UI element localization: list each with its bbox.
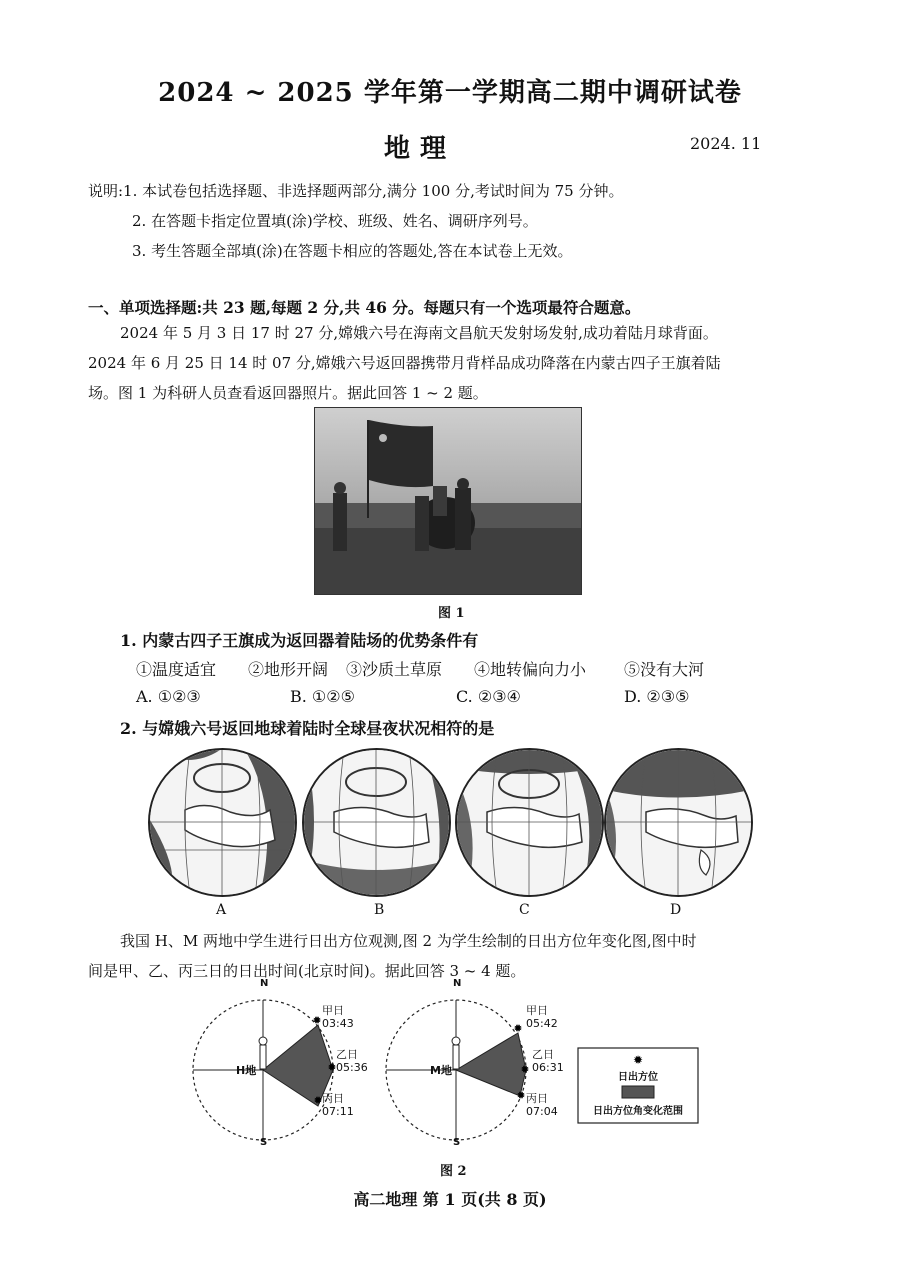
h-sun-1-icon: ✹ [312,1014,322,1027]
passage2-line-1: 我国 H、M 两地中学生进行日出方位观测,图 2 为学生绘制的日出方位年变化图,图中时 [120,932,697,950]
globe-b-label: B [374,902,385,918]
globe-d-label: D [670,902,682,918]
note-2: 2. 在答题卡指定位置填(涂)学校、班级、姓名、调研序列号。 [132,212,538,230]
page-footer: 高二地理 第 1 页(共 8 页) [353,1190,547,1209]
legend-sun-label: 日出方位 [618,1072,658,1083]
globe-b-map [304,750,449,895]
exam-title: 2024 ~ 2025 学年第一学期高二期中调研试卷 [158,78,742,108]
q1-option-a[interactable]: A. ①②③ [136,687,201,706]
subject-title: 地理 [384,134,457,164]
m-day-1-name: 甲日 [526,1004,548,1017]
globe-a-map [150,750,295,895]
photo-illustration [315,408,581,594]
m-diagram [386,1000,530,1140]
figure-1-photo [314,407,582,595]
globe-c-map [457,750,602,895]
h-north-label: N [260,978,269,989]
globe-d[interactable] [604,748,753,897]
globe-b[interactable] [302,748,451,897]
note-1: 说明:1. 本试卷包括选择题、非选择题两部分,满分 100 分,考试时间为 75 分钟。 [88,182,624,200]
m-sun-3-icon: ✹ [516,1089,526,1102]
exam-date: 2024. 11 [690,134,762,153]
m-north-label: N [453,978,462,989]
q1-stem: 1. 内蒙古四子王旗成为返回器着陆场的优势条件有 [120,631,479,650]
passage-line-1: 2024 年 5 月 3 日 17 时 27 分,嫦娥六号在海南文昌航天发射场发射,成功着陆月球背面。 [120,324,718,342]
q1-option-b[interactable]: B. ①②⑤ [290,687,355,706]
m-day-1 [526,1004,558,1030]
legend-range-swatch [622,1086,654,1098]
q1-option-c[interactable]: C. ②③④ [456,687,521,706]
note-3: 3. 考生答题全部填(涂)在答题卡相应的答题处,答在本试卷上无效。 [132,242,573,260]
h-day-2-time: 05:36 [336,1061,368,1074]
h-south-label: S [260,1137,268,1148]
passage-line-2: 2024 年 6 月 25 日 14 时 07 分,嫦娥六号返回器携带月背样品成功降落在内蒙古四子王旗着陆 [88,354,721,372]
h-day-1 [322,1004,354,1030]
q1-item-1: ①温度适宜 [136,660,217,679]
section-heading: 一、单项选择题:共 23 题,每题 2 分,共 46 分。每题只有一个选项最符合题意。 [88,298,641,317]
q1-item-4: ④地转偏向力小 [474,660,587,679]
h-day-2 [336,1048,368,1074]
m-place-label: M地 [430,1064,452,1077]
q1-item-2: ②地形开阔 [248,660,329,679]
m-day-3-name: 丙日 [526,1092,548,1105]
globe-d-map [606,750,751,895]
passage-line-3: 场。图 1 为科研人员查看返回器照片。据此回答 1 ~ 2 题。 [88,384,488,402]
globe-a[interactable] [148,748,297,897]
h-sun-2-icon: ✹ [327,1061,337,1074]
q2-stem: 2. 与嫦娥六号返回地球着陆时全球昼夜状况相符的是 [120,719,495,738]
h-day-3-time: 07:11 [322,1105,354,1118]
m-day-3-time: 07:04 [526,1105,558,1118]
m-day-2-time: 06:31 [532,1061,564,1074]
h-place-label: H地 [236,1064,257,1077]
q1-option-d[interactable]: D. ②③⑤ [624,687,690,706]
h-day-1-time: 03:43 [322,1017,354,1030]
h-day-2-name: 乙日 [336,1048,358,1061]
m-day-1-time: 05:42 [526,1017,558,1030]
h-sun-3-icon: ✹ [313,1094,323,1107]
m-south-label: S [453,1137,461,1148]
h-diagram [193,1000,337,1140]
m-day-2-name: 乙日 [532,1048,554,1061]
m-day-2 [532,1048,564,1074]
figure-2-caption: 图 2 [440,1164,467,1179]
h-day-3-name: 丙日 [322,1092,344,1105]
m-day-3 [526,1092,558,1118]
figure-1-caption: 图 1 [438,606,465,621]
q1-item-3: ③沙质土草原 [346,660,443,679]
legend-sun-icon: ✹ [632,1053,644,1067]
m-sun-2-icon: ✹ [520,1063,530,1076]
passage2-line-2: 间是甲、乙、丙三日的日出时间(北京时间)。据此回答 3 ~ 4 题。 [88,962,526,980]
m-sun-1-icon: ✹ [513,1022,523,1035]
q1-item-5: ⑤没有大河 [624,660,705,679]
globe-a-label: A [216,902,227,918]
h-day-1-name: 甲日 [322,1004,344,1017]
globe-c-label: C [519,902,530,918]
legend-range-label: 日出方位角变化范围 [593,1106,683,1117]
h-day-3 [322,1092,354,1118]
globe-c[interactable] [455,748,604,897]
